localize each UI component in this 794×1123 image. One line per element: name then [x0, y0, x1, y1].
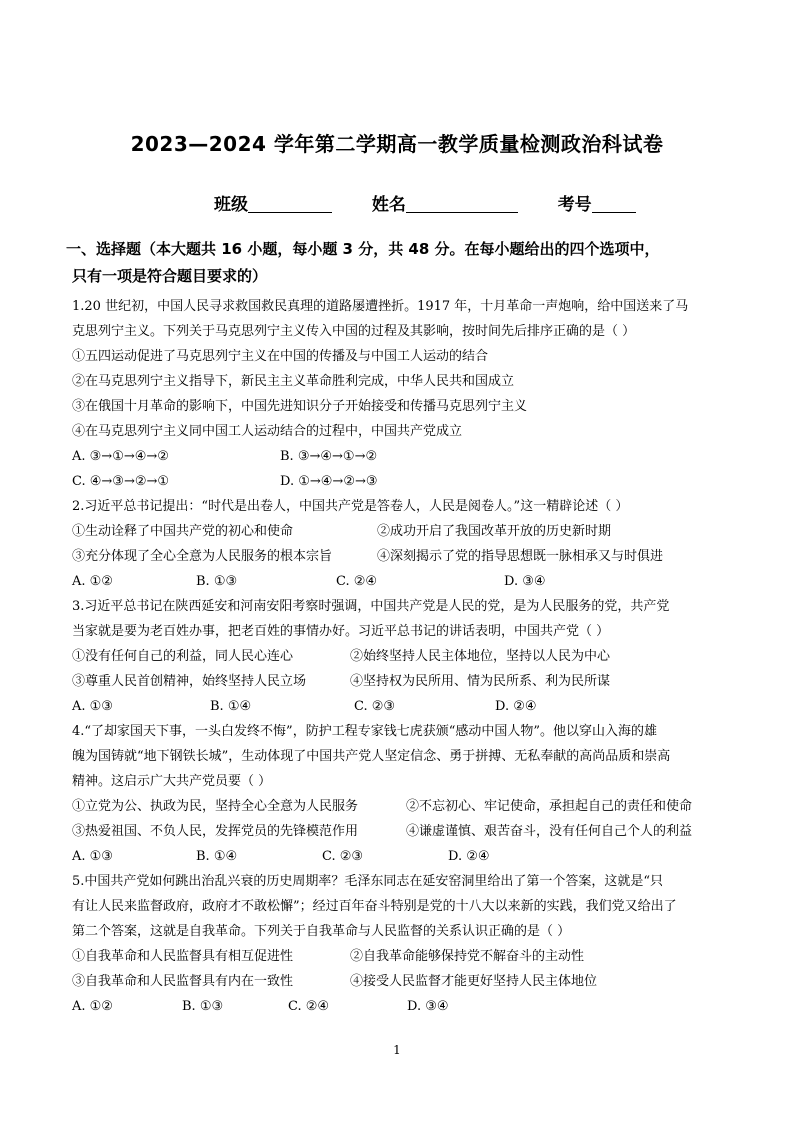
- section-header: [66, 236, 706, 290]
- statements-row: [72, 944, 724, 969]
- option-c[interactable]: C. ②④: [288, 999, 330, 1014]
- statement: ③在俄国十月革命的影响下，中国先进知识分子开始接受和传播马克思列宁主义: [72, 399, 528, 414]
- statements-row: [72, 819, 724, 844]
- section-header-line1: 一、选择题（本大题共 16 小题，每小题 3 分，共 48 分。在每小题给出的四个选项中，: [66, 240, 660, 258]
- id-blank[interactable]: [592, 194, 636, 213]
- statement: ③热爱祖国、不负人民，发挥党员的先锋模范作用: [72, 824, 359, 839]
- option-c[interactable]: C. ②③: [354, 699, 396, 714]
- page-number: 1: [393, 1043, 401, 1057]
- option-a[interactable]: A. ①③: [72, 849, 113, 864]
- question-2: [72, 494, 724, 594]
- statement: ②自我革命能够保持党不解奋斗的主动性: [350, 949, 585, 964]
- statement: ①没有任何自己的利益，同人民心连心: [72, 649, 294, 664]
- statement: ④深刻揭示了党的指导思想既一脉相承又与时俱进: [377, 549, 664, 564]
- class-label: 班级: [214, 195, 248, 215]
- statement: ②始终坚持人民主体地位，坚持以人民为中心: [350, 649, 611, 664]
- option-b[interactable]: B. ①④: [196, 849, 238, 864]
- name-blank[interactable]: [406, 194, 518, 213]
- statements-row: [72, 644, 724, 669]
- option-b[interactable]: B. ①③: [182, 999, 224, 1014]
- options-row: [72, 469, 724, 494]
- option-c[interactable]: C. ②④: [336, 574, 378, 589]
- statement: ②成功开启了我国改革开放的历史新时期: [377, 524, 612, 539]
- option-b[interactable]: B. ①④: [210, 699, 252, 714]
- question-stem-line: 有让人民来监督政府，政府才不敢松懈”；经过百年奋斗特别是党的十八大以来新的实践，我们党又给出了: [72, 899, 677, 914]
- options-row: [72, 694, 724, 719]
- option-b[interactable]: B. ③→④→①→②: [280, 449, 378, 464]
- option-b[interactable]: B. ①③: [196, 574, 238, 589]
- student-info-line: [214, 190, 636, 215]
- statements-row: [72, 519, 724, 544]
- option-a[interactable]: A. ①②: [72, 999, 113, 1014]
- statements-row: [72, 669, 724, 694]
- option-c[interactable]: C. ②③: [322, 849, 364, 864]
- option-a[interactable]: A. ①③: [72, 699, 113, 714]
- question-1: [72, 294, 724, 494]
- statement: ②在马克思列宁主义指导下，新民主主义革命胜利完成，中华人民共和国成立: [72, 374, 515, 389]
- question-4: [72, 719, 724, 869]
- options-row: [72, 844, 724, 869]
- question-3: [72, 594, 724, 719]
- statements-row: [72, 544, 724, 569]
- question-stem-line: 3.习近平总书记在陕西延安和河南安阳考察时强调，中国共产党是人民的党，是为人民服务的党，共产党: [72, 599, 670, 614]
- statement: ④在马克思列宁主义同中国工人运动结合的过程中，中国共产党成立: [72, 424, 463, 439]
- statements-row: [72, 794, 724, 819]
- statement: ③充分体现了全心全意为人民服务的根本宗旨: [72, 549, 333, 564]
- question-stem-line: 4.“了却家国天下事，一头白发终不悔”，防护工程专家钱七虎获颁“感动中国人物”。他以穿山入海的雄: [72, 724, 657, 739]
- option-a[interactable]: A. ①②: [72, 574, 113, 589]
- question-stem-line: 魄为国铸就“地下钢铁长城”，生动体现了中国共产党人坚定信念、勇于拼搏、无私奉献的高尚品质和崇高: [72, 749, 671, 764]
- statement: ③尊重人民首创精神，始终坚持人民立场: [72, 674, 307, 689]
- statements-row: [72, 969, 724, 994]
- section-header-line2: 只有一项是符合题目要求的）: [72, 267, 268, 285]
- question-5: [72, 869, 724, 1019]
- statement: ①五四运动促进了马克思列宁主义在中国的传播及与中国工人运动的结合: [72, 349, 489, 364]
- statement: ①生动诠释了中国共产党的初心和使命: [72, 524, 294, 539]
- options-row: [72, 569, 724, 594]
- statement: ④谦虚谨慎、艰苦奋斗，没有任何自己个人的利益: [406, 824, 693, 839]
- options-row: [72, 444, 724, 469]
- statement: ①自我革命和人民监督具有相互促进性: [72, 949, 294, 964]
- exam-title: 2023—2024 学年第二学期高一教学质量检测政治科试卷: [130, 132, 664, 156]
- option-d[interactable]: D. ③④: [407, 999, 449, 1014]
- name-label: 姓名: [371, 195, 406, 215]
- statement: ④接受人民监督才能更好坚持人民主体地位: [350, 974, 598, 989]
- options-row: [72, 994, 724, 1019]
- option-d[interactable]: D. ②④: [448, 849, 490, 864]
- question-stem-line: 2.习近平总书记提出：“时代是出卷人，中国共产党是答卷人，人民是阅卷人。”这一精辟论述（ ）: [72, 499, 629, 514]
- question-stem-line: 当家就是要为老百姓办事，把老百姓的事情办好。习近平总书记的讲话表明，中国共产党（ ）: [72, 624, 610, 639]
- question-stem-line: 1.20 世纪初，中国人民寻求救国救民真理的道路屡遭挫折。1917 年，十月革命一声炮响，给中国送来了马: [72, 299, 689, 314]
- questions-list: [72, 294, 724, 1019]
- question-stem-line: 克思列宁主义。下列关于马克思列宁主义传入中国的过程及其影响，按时间先后排序正确的是（ ）: [72, 324, 636, 339]
- option-d[interactable]: D. ②④: [495, 699, 537, 714]
- option-d[interactable]: D. ③④: [504, 574, 546, 589]
- statement: ②不忘初心、牢记使命，承担起自己的责任和使命: [406, 799, 693, 814]
- option-c[interactable]: C. ④→③→②→①: [72, 474, 170, 489]
- statement: ①立党为公、执政为民，坚持全心全意为人民服务: [72, 799, 359, 814]
- question-stem-line: 精神。这启示广大共产党员要（ ）: [72, 774, 272, 789]
- statement: ③自我革命和人民监督具有内在一致性: [72, 974, 294, 989]
- statement: ④坚持权为民所用、情为民所系、利为民所谋: [350, 674, 611, 689]
- class-blank[interactable]: [248, 194, 332, 213]
- option-a[interactable]: A. ③→①→④→②: [72, 449, 169, 464]
- question-stem-line: 第二个答案，这就是自我革命。下列关于自我革命与人民监督的关系认识正确的是（ ）: [72, 924, 571, 939]
- question-stem-line: 5.中国共产党如何跳出治乱兴衰的历史周期率？毛泽东同志在延安窑洞里给出了第一个答案，这就是“只: [72, 874, 664, 889]
- option-d[interactable]: D. ①→④→②→③: [280, 474, 378, 489]
- id-label: 考号: [557, 195, 592, 215]
